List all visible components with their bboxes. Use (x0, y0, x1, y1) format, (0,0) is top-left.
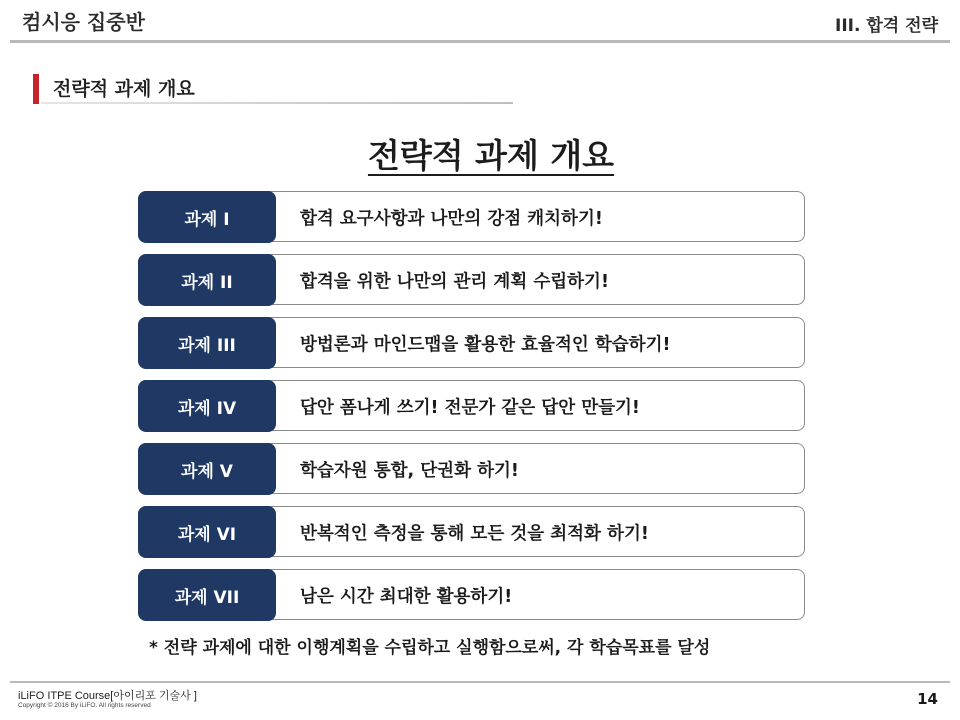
task-text: 남은 시간 최대한 활용하기! (300, 586, 513, 607)
task-item-1 (138, 191, 806, 243)
section-accent-bar (33, 74, 39, 104)
slide-header (0, 0, 960, 46)
task-label: 과제 VI (138, 506, 276, 558)
task-text: 반복적인 측정을 통해 모든 것을 최적화 하기! (300, 523, 649, 544)
task-text: 학습자원 통합, 단권화 하기! (300, 460, 519, 481)
task-text: 답안 폼나게 쓰기! 전문가 같은 답안 만들기! (300, 397, 640, 418)
task-label: 과제 V (138, 443, 276, 495)
section-divider (41, 102, 513, 104)
section-title: 전략적 과제 개요 (53, 78, 195, 100)
task-item-4 (138, 380, 806, 432)
chapter-title: III. 합격 전략 (835, 16, 938, 36)
task-item-2 (138, 254, 806, 306)
section-heading (33, 72, 513, 104)
footer-divider (10, 681, 950, 683)
task-label: 과제 III (138, 317, 276, 369)
task-item-6 (138, 506, 806, 558)
task-text: 합격을 위한 나만의 관리 계획 수립하기! (300, 271, 609, 292)
task-label: 과제 I (138, 191, 276, 243)
task-label: 과제 IV (138, 380, 276, 432)
task-text: 합격 요구사항과 나만의 강점 캐치하기! (300, 208, 603, 229)
task-label: 과제 VII (138, 569, 276, 621)
header-divider (10, 40, 950, 43)
task-item-5 (138, 443, 806, 495)
task-text: 방법론과 마인드맵을 활용한 효율적인 학습하기! (300, 334, 671, 355)
task-list (138, 191, 806, 632)
task-label: 과제 II (138, 254, 276, 306)
footer-brand: iLiFO ITPE Course[아이리포 기술사 ] (18, 690, 197, 702)
page-number: 14 (917, 690, 938, 708)
course-title: 컴시응 집중반 (22, 10, 145, 34)
task-item-3 (138, 317, 806, 369)
task-item-7 (138, 569, 806, 621)
footer-copyright: Copyright © 2016 By iLiFO. All rights reserved (18, 702, 151, 709)
page-title: 전략적 과제 개요 (367, 136, 615, 175)
footnote: * 전략 과제에 대한 이행계획을 수립하고 실행함으로써, 각 학습목표를 달성 (149, 638, 711, 658)
